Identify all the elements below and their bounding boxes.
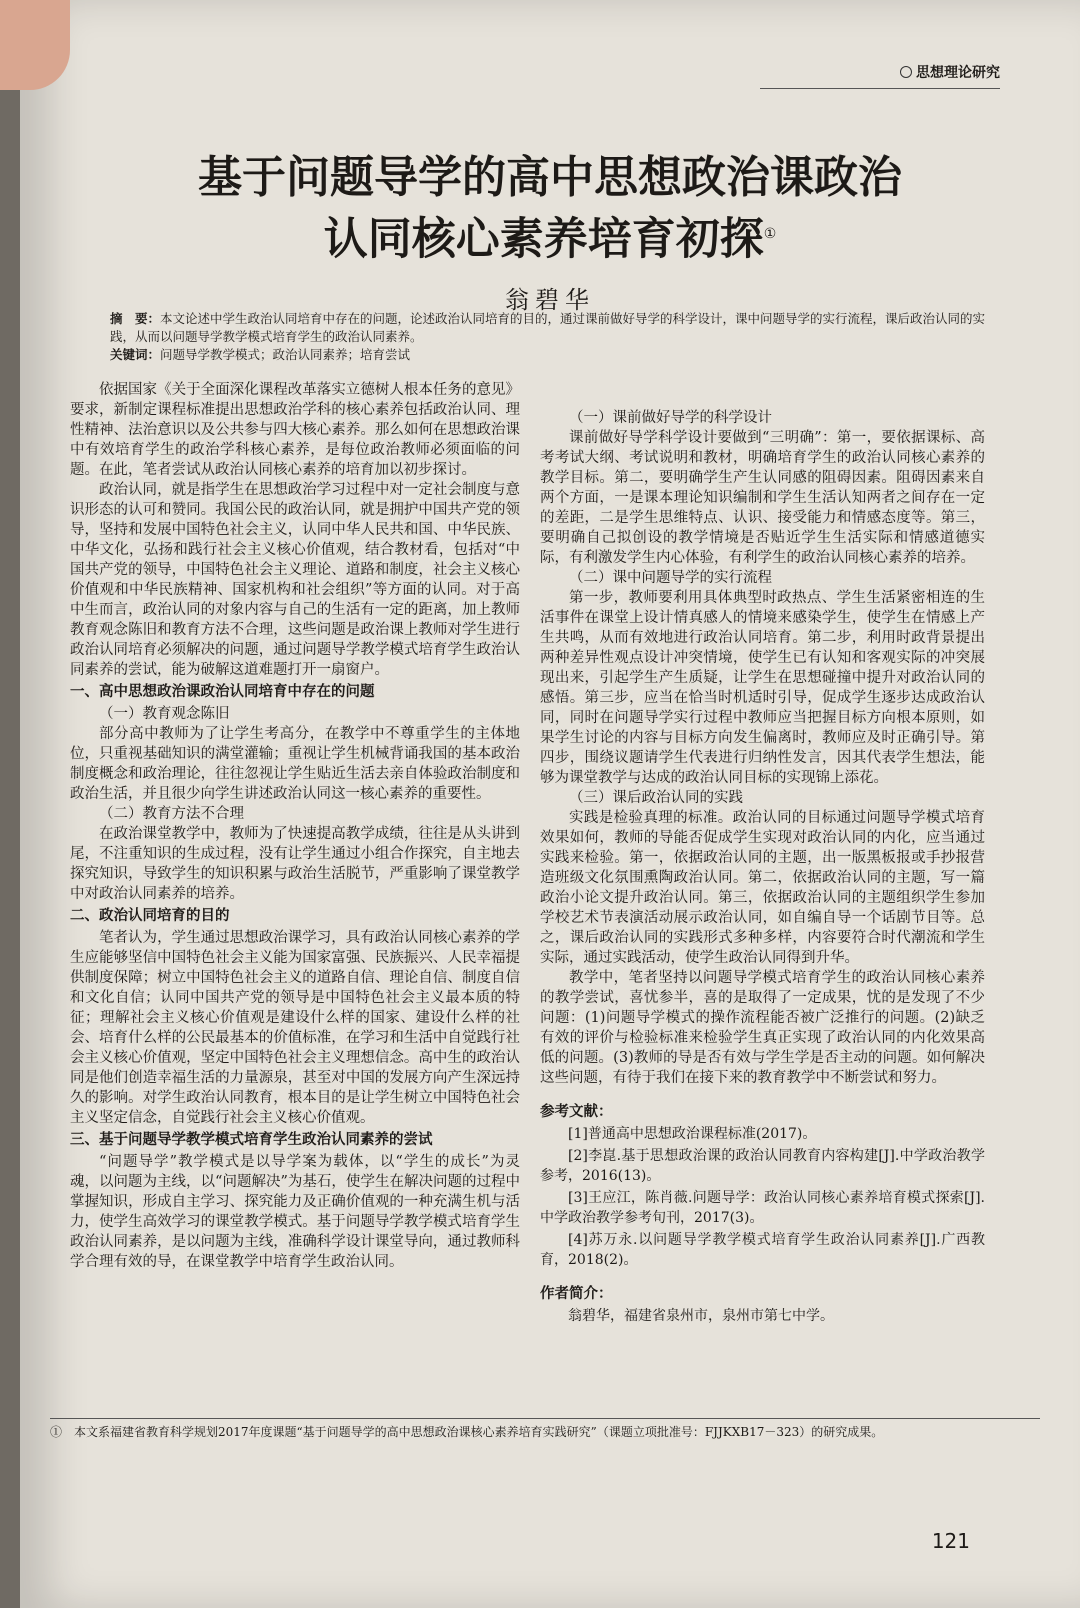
title-line-1: 基于问题导学的高中思想政治课政治	[198, 152, 902, 203]
title-footnote-mark: ①	[763, 226, 777, 242]
left-column	[70, 380, 520, 1272]
subsection-heading: （一）课前做好导学的科学设计	[569, 410, 772, 426]
section-heading: 二、政治认同培育的目的	[70, 908, 230, 924]
paragraph: 课前做好导学科学设计要做到“三明确”：第一，要依据课标、高考考试大纲、考试说明和教材，明确培育学生的政治认同核心素养的教学目标。第二，要明确学生产生认同感的阻碍因素。阻碍因素来自两个方面，一是课本理论知识编制和学生生活认知两者之间存在一定的差距，二是学生思维特点、认识、接受能力和情感态度等。第三，要明确自己拟创设的教学情境是否贴近学生生活实际和情感道德实际，有利激发学生内心体验，有利学生的政治认同核心素养的培养。	[540, 430, 985, 566]
section-heading: 三、基于问题导学教学模式培育学生政治认同素养的尝试	[70, 1132, 433, 1148]
finger-shadow	[0, 0, 70, 90]
paragraph: 政治认同，就是指学生在思想政治学习过程中对一定社会制度与意识形态的认可和赞同。我国公民的政治认同，就是拥护中国共产党的领导，坚持和发展中国特色社会主义，认同中华人民共和国、中华民族、中华文化，弘扬和践行社会主义核心价值观，结合教材看，包括对“中国共产党的领导，中国特色社会主义理论、道路和制度，社会主义核心价值观和中华民族精神、国家机构和社会组织”等方面的认同。对于高中生而言，政治认同的对象内容与自己的生活有一定的距离，加上教师教育观念陈旧和教育方法不合理，这些问题是政治课上教师对学生进行政治认同培育必须解决的问题，通过问题导学教学模式培育学生政治认同素养的尝试，能为破解这道难题打开一扇窗户。	[70, 482, 520, 678]
right-column	[540, 408, 985, 1328]
article-title	[120, 150, 980, 268]
abstract-label: 摘 要：	[110, 311, 161, 326]
paragraph: “问题导学”教学模式是以导学案为载体，以“学生的成长”为灵魂，以问题为主线，以“问题解决”为基石，使学生在解决问题的过程中掌握知识，形成自主学习、探究能力及正确价值观的一种充满生机与活力，使学生高效学习的课堂教学模式。基于问题导学教学模式培育学生政治认同素养，是以问题为主线，准确科学设计课堂导向，通过教师科学合理有效的导，在课堂教学中培育学生政治认同。	[70, 1154, 520, 1270]
paragraph: 第一步，教师要利用具体典型时政热点、学生生活紧密相连的生活事件在课堂上设计情真感人的情境来感染学生，使学生在情感上产生共鸣，从而有效地进行政治认同培育。第二步，利用时政背景提出两种差异性观点设计冲突情境，使学生已有认知和客观实际的冲突展现出来，引起学生产生质疑，让学生在思想碰撞中提升对政治认同的感悟。第三步，应当在恰当时机适时引导，促成学生逐步达成政治认同，同时在问题导学实行过程中教师应当把握目标方向根本原则，如果学生讨论的内容与目标方向发生偏离时，教师应及时正确引导。第四步，围绕议题请学生代表进行归纳性发言，因其代表学生想法，能够为课堂教学与达成的政治认同目标的实现锦上添花。	[540, 590, 985, 786]
paragraph: 依据国家《关于全面深化课程改革落实立德树人根本任务的意见》要求，新制定课程标准提出思想政治学科的核心素养包括政治认同、理性精神、法治意识以及公共参与四大核心素养。那么如何在思想政治课中有效培育学生的政治学科核心素养，是每位政治教师必须面临的问题。在此，笔者尝试从政治认同核心素养的培育加以初步探讨。	[70, 382, 520, 478]
paragraph: 笔者认为，学生通过思想政治课学习，具有政治认同核心素养的学生应能够坚信中国特色社会主义能为国家富强、民族振兴、人民幸福提供制度保障；树立中国特色社会主义的道路自信、理论自信、制度自信和文化自信；认同中国共产党的领导是中国特色社会主义最本质的特征；理解社会主义核心价值观是建设什么样的国家、建设什么样的社会、培育什么样的公民最基本的价值标准，在学习和生活中自觉践行社会主义核心价值观，坚定中国特色社会主义理想信念。高中生的政治认同是他们创造幸福生活的力量源泉，甚至对中国的发展方向产生深远持久的影响。对学生政治认同教育，根本目的是让学生树立中国特色社会主义坚定信念，自觉践行社会主义核心价值观。	[70, 930, 520, 1126]
journal-page	[20, 0, 1080, 1608]
reference-item: [2]李崑.基于思想政治课的政治认同教育内容构建[J].中学政治教学参考，2016(13)。	[540, 1148, 985, 1184]
author-bio-title: 作者简介：	[540, 1286, 613, 1302]
paragraph: 实践是检验真理的标准。政治认同的目标通过问题导学模式培育效果如何，教师的导能否促成学生实现对政治认同的内化，应当通过实践来检验。第一，依据政治认同的主题，出一版黑板报或手抄报营造班级文化氛围熏陶政治认同。第二，依据政治认同的主题，写一篇政治小论文提升政治认同。第三，依据政治认同的主题组织学生参加学校艺术节表演活动展示政治认同，如自编自导一个话剧节目等。总之，课后政治认同的实践形式多种多样，内容要符合时代潮流和学生实际，通过实践活动，使学生政治认同得到升华。	[540, 810, 985, 966]
subsection-heading: （二）教育方法不合理	[99, 806, 244, 822]
abstract-block	[110, 310, 990, 364]
reference-item: [4]苏万永.以问题导学教学模式培育学生政治认同素养[J].广西教育，2018(2)。	[540, 1232, 985, 1268]
title-line-2: 认同核心素养培育初探	[323, 213, 764, 265]
references-title: 参考文献：	[540, 1104, 613, 1120]
keywords-label: 关键词：	[110, 347, 161, 362]
paragraph: 在政治课堂教学中，教师为了快速提高教学成绩，往往是从头讲到尾，不注重知识的生成过程，没有让学生通过小组合作探究，自主地去探究知识，导致学生的知识积累与政治生活脱节，严重影响了课堂教学中对政治认同素养的培养。	[70, 826, 520, 902]
subsection-heading: （三）课后政治认同的实践	[569, 790, 743, 806]
column-header	[760, 62, 1000, 89]
paragraph: 部分高中教师为了让学生考高分，在教学中不尊重学生的主体地位，只重视基础知识的满堂灌输；重视让学生机械背诵我国的基本政治制度概念和政治理论，往往忽视让学生贴近生活去亲自体验政治制度和政治生活，并且很少向学生讲述政治认同这一核心素养的重要性。	[70, 726, 520, 802]
author-name: 翁碧华	[505, 286, 595, 314]
author-bio: 翁碧华，福建省泉州市，泉州市第七中学。	[568, 1308, 834, 1324]
abstract-text: 本文论述中学生政治认同培育中存在的问题，论述政治认同培育的目的，通过课前做好导学的科学设计，课中问题导学的实行流程，课后政治认同的实践，从而以问题导学教学模式培育学生的政治认同素养。	[110, 311, 986, 344]
section-heading: 一、高中思想政治课政治认同培育中存在的问题	[70, 684, 375, 700]
subsection-heading: （二）课中问题导学的实行流程	[569, 570, 772, 586]
paragraph: 教学中，笔者坚持以问题导学模式培育学生的政治认同核心素养的教学尝试，喜忧参半，喜的是取得了一定成果，忧的是发现了不少问题：(1)问题导学模式的操作流程能否被广泛推行的问题。(2)缺乏有效的评价与检验标准来检验学生真正实现了政治认同的内化效果高低的问题。(3)教师的导是否有效与学生学是否主动的问题。如何解决这些问题，有待于我们在接下来的教育教学中不断尝试和努力。	[540, 970, 985, 1086]
reference-item: [1]普通高中思想政治课程标准(2017)。	[568, 1126, 817, 1142]
reference-item: [3]王应江，陈肖薇.问题导学：政治认同核心素养培育模式探索[J].中学政治教学参考旬刊，2017(3)。	[540, 1190, 985, 1226]
page-number: 121	[931, 1529, 970, 1553]
subsection-heading: （一）教育观念陈旧	[99, 706, 230, 722]
footnote: ① 本文系福建省教育科学规划2017年度课题“基于问题导学的高中思想政治课核心素养培育实践研究”（课题立项批准号：FJJKXB17－323）的研究成果。	[50, 1418, 1040, 1441]
keywords-text: 问题导学教学模式；政治认同素养；培育尝试	[160, 347, 411, 362]
column-name: 思想理论研究	[916, 65, 1000, 81]
circle-icon	[900, 66, 912, 78]
